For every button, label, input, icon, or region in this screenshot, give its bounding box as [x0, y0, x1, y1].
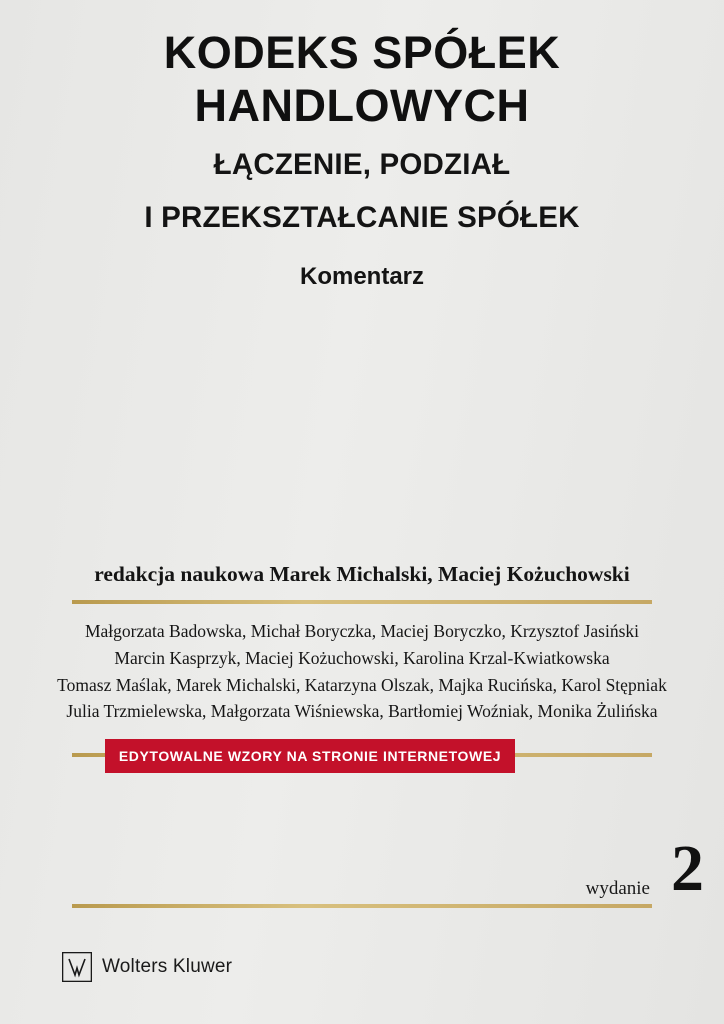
authors-line: Marcin Kasprzyk, Maciej Kożuchowski, Karolina Krzal-Kwiatkowska — [114, 647, 610, 668]
authors-line: Małgorzata Badowska, Michał Boryczka, Maciej Boryczko, Krzysztof Jasiński — [84, 621, 639, 641]
authors-line: Tomasz Maślak, Marek Michalski, Katarzyna Olszak, Majka Rucińska, Karol Stępniak — [57, 674, 667, 695]
promo-banner-label: EDYTOWALNE WZORY NA STRONIE INTERNETOWEJ — [118, 748, 502, 764]
page-title-line-2: HANDLOWYCH — [194, 80, 530, 132]
publication-kind: Komentarz — [299, 262, 425, 290]
title-block — [0, 26, 724, 291]
edition-label: wydanie — [585, 878, 650, 899]
editors-line: redakcja naukowa Marek Michalski, Maciej Kożuchowski — [94, 562, 630, 586]
edition-number: 2 — [671, 832, 704, 905]
promo-banner-box — [105, 739, 515, 773]
gold-divider-bottom — [72, 904, 652, 908]
subtitle-line-2: I PRZEKSZTAŁCANIE SPÓŁEK — [144, 200, 580, 234]
authors-list — [0, 618, 724, 725]
page-title-line-1: KODEKS SPÓŁEK — [163, 27, 561, 78]
subtitle-line-1: ŁĄCZENIE, PODZIAŁ — [213, 148, 511, 182]
publisher-name: Wolters Kluwer — [102, 956, 233, 977]
authors-line: Julia Trzmielewska, Małgorzata Wiśniewska, Bartłomiej Woźniak, Monika Żulińska — [66, 701, 658, 722]
promo-banner — [72, 739, 652, 785]
publisher-logo — [62, 952, 232, 982]
wolters-kluwer-mark-icon — [62, 952, 92, 982]
edition-block — [0, 832, 724, 922]
gold-divider-top — [72, 600, 652, 604]
